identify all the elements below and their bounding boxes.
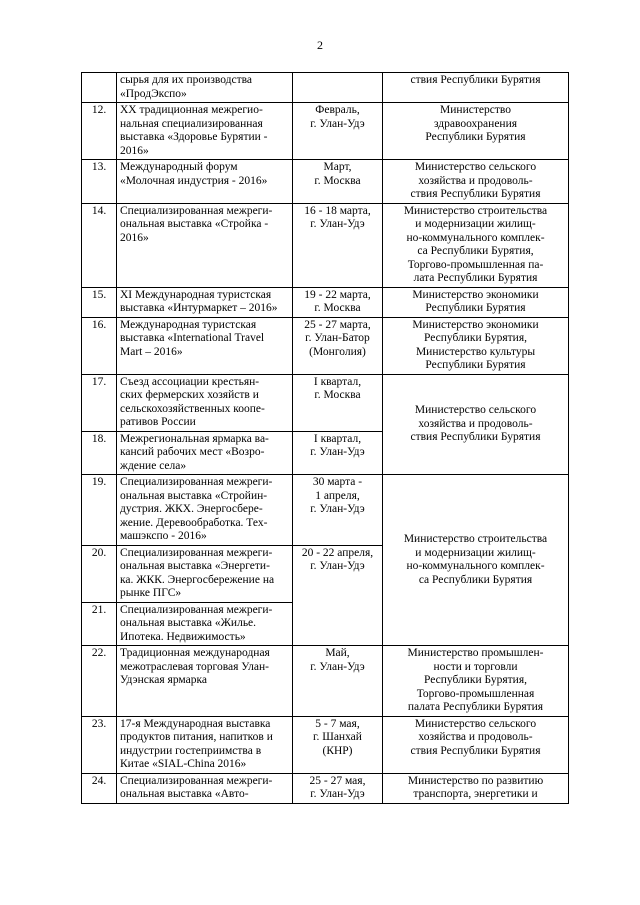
organizer-line: Министерство сельского: [414, 404, 537, 416]
event-name-line: ждение села»: [120, 459, 187, 472]
event-name-line: Международная туристская: [120, 318, 257, 331]
event-name-line: ских фермерских хозяйств и: [120, 389, 259, 401]
event-name: [117, 317, 293, 374]
organizer-line: Торгово-промышленная па-: [407, 258, 544, 271]
event-date-line: 16 - 18 марта,: [304, 204, 371, 217]
row-number: [82, 73, 117, 103]
event-name-line: машэкспо - 2016»: [120, 530, 207, 542]
table-row: [82, 103, 569, 160]
organizer: [383, 160, 569, 204]
event-name-line: Международный форум: [120, 161, 238, 173]
organizer-line: Министерство экономики: [412, 318, 539, 331]
row-number: 15.: [82, 287, 117, 317]
event-name-line: Китае «SIAL-China 2016»: [120, 758, 247, 770]
event-name-line: 17-я Международная выставка: [120, 717, 271, 730]
event-name-line: 2016»: [120, 144, 149, 157]
event-date-line: 30 марта -: [312, 476, 363, 488]
event-name-line: индустрии гостеприимства в: [120, 744, 262, 757]
event-name: [117, 103, 293, 160]
table-row: [82, 73, 569, 103]
event-name-line: Традиционная международная: [120, 647, 270, 659]
organizer-line: Министерство экономики: [412, 288, 539, 301]
event-name-line: Специализированная межреги-: [120, 204, 273, 217]
event-date-line: г. Москва: [314, 174, 361, 187]
event-name-line: ональная выставка «Стройин-: [120, 489, 268, 502]
row-number: 19.: [82, 475, 117, 546]
row-number: 13.: [82, 160, 117, 204]
event-name: [117, 287, 293, 317]
organizer-line: са Республики Бурятия: [418, 573, 533, 586]
event-name-line: выставка «Здоровье Бурятии -: [120, 131, 268, 143]
row-number: 16.: [82, 317, 117, 374]
event-date-line: I квартал,: [313, 432, 362, 445]
event-date: [293, 716, 383, 773]
event-name-line: дустрия. ЖКХ. Энергосбере-: [120, 503, 263, 515]
table-row: [82, 716, 569, 773]
organizer: [383, 73, 569, 103]
event-name-line: XX традиционная межрегио-: [120, 104, 263, 116]
event-date-line: 25 - 27 мая,: [309, 774, 366, 787]
event-date-line: 1 апреля,: [315, 489, 360, 502]
event-name-line: ональная выставка «Энергети-: [120, 560, 270, 572]
event-date-line: 5 - 7 мая,: [315, 717, 360, 730]
event-date-line: г. Москва: [314, 302, 361, 314]
organizer: [383, 374, 569, 475]
row-number: 14.: [82, 203, 117, 287]
event-date-line: (КНР): [322, 744, 353, 757]
event-name-line: рынке ПГС»: [120, 587, 182, 599]
event-date-line: Май,: [325, 647, 350, 659]
event-name-line: ональная выставка «Авто-: [120, 788, 249, 800]
event-name: [117, 773, 293, 803]
organizer-line: Министерство по развитию: [407, 774, 544, 787]
event-name-line: Специализированная межреги-: [120, 603, 273, 616]
organizer-line: Министерство: [440, 104, 511, 116]
event-name-line: Специализированная межреги-: [120, 476, 273, 488]
event-name: [117, 374, 293, 431]
event-date-line: г. Москва: [314, 389, 361, 401]
event-name-line: выставка «International Travel: [120, 332, 265, 344]
event-name-line: 2016»: [120, 231, 149, 244]
event-name: [117, 73, 293, 103]
table-row: [82, 160, 569, 204]
organizer-line: Республики Бурятия: [425, 302, 526, 314]
row-number: 18.: [82, 431, 117, 475]
event-name-line: Удэнская ярмарка: [120, 674, 207, 686]
table-row: [82, 374, 569, 431]
organizer-line: хозяйства и продоволь-: [418, 731, 533, 743]
organizer: [383, 317, 569, 374]
row-number: 24.: [82, 773, 117, 803]
event-date-line: г. Улан-Удэ: [310, 788, 365, 800]
table-row: [82, 475, 569, 546]
event-name-line: «ПродЭкспо»: [120, 87, 187, 100]
event-name: [117, 203, 293, 287]
event-name: [117, 475, 293, 546]
table-row: [82, 773, 569, 803]
event-date: [293, 374, 383, 431]
organizer: [383, 287, 569, 317]
event-name-line: Съезд ассоциации крестьян-: [120, 375, 260, 388]
organizer-line: Министерство строительства: [403, 533, 548, 545]
event-date: [293, 287, 383, 317]
organizer-line: Министерство сельского: [414, 161, 537, 173]
event-date: [293, 103, 383, 160]
event-name-line: «Молочная индустрия - 2016»: [120, 174, 268, 187]
page-number: 2: [317, 38, 323, 52]
organizer-line: ствия Республики Бурятия: [410, 431, 541, 443]
event-date-line: Февраль,: [315, 104, 360, 116]
organizer-line: са Республики Бурятия,: [417, 245, 534, 257]
event-name-line: выставка «Интурмаркет – 2016»: [120, 302, 278, 314]
event-name-line: Ипотека. Недвижимость»: [120, 630, 246, 643]
row-number: 12.: [82, 103, 117, 160]
event-date-line: г. Улан-Удэ: [310, 560, 365, 572]
organizer-line: здравоохранения: [433, 117, 518, 130]
table-row: [82, 287, 569, 317]
organizer-line: но-коммунального комплек-: [406, 560, 545, 572]
event-date: [293, 203, 383, 287]
event-name-line: кансий рабочих мест «Возро-: [120, 446, 265, 458]
event-date: [293, 475, 383, 546]
organizer: [383, 773, 569, 803]
event-name-line: продуктов питания, напитков и: [120, 731, 273, 743]
event-name-line: нальная специализированная: [120, 117, 263, 130]
event-name-line: Mart – 2016»: [120, 345, 183, 358]
organizer-line: хозяйства и продоволь-: [418, 417, 533, 430]
event-name-line: ональная выставка «Стройка -: [120, 218, 269, 230]
organizer-line: Министерство строительства: [403, 204, 548, 217]
event-date-line: I квартал,: [313, 375, 362, 388]
event-date-line: г. Улан-Удэ: [310, 117, 365, 130]
organizer-line: Республики Бурятия: [425, 359, 526, 371]
event-name: [117, 160, 293, 204]
organizer-line: Министерство промышлен-: [407, 647, 544, 659]
event-date: [293, 545, 383, 646]
event-name-line: жение. Деревообработка. Тех-: [120, 516, 268, 529]
event-name-line: Специализированная межреги-: [120, 774, 273, 787]
organizer-line: и модернизации жилищ-: [415, 546, 536, 559]
organizer-line: Республики Бурятия,: [423, 674, 528, 686]
organizer-line: ствия Республики Бурятия: [410, 74, 541, 86]
event-name: [117, 602, 293, 646]
organizer-line: транспорта, энергетики и: [413, 788, 538, 800]
event-date: [293, 317, 383, 374]
event-name-line: межотраслевая торговая Улан-: [120, 660, 269, 673]
event-date-line: Март,: [323, 161, 352, 173]
event-date-line: 20 - 22 апреля,: [301, 546, 374, 559]
event-date-line: г. Улан-Удэ: [310, 218, 365, 230]
row-number: 23.: [82, 716, 117, 773]
event-name-line: ративов России: [120, 416, 196, 428]
organizer-line: Республики Бурятия,: [423, 332, 528, 344]
event-date-line: г. Улан-Удэ: [310, 503, 365, 515]
table-row: [82, 203, 569, 287]
row-number: 21.: [82, 602, 117, 646]
event-name-line: ональная выставка «Жилье.: [120, 617, 257, 629]
event-date: [293, 160, 383, 204]
organizer-line: палата Республики Бурятия: [407, 701, 544, 713]
table-row: [82, 317, 569, 374]
organizer-line: но-коммунального комплек-: [406, 231, 545, 244]
event-date: [293, 73, 383, 103]
event-date-line: г. Шанхай: [313, 731, 362, 743]
event-date-line: 25 - 27 марта,: [304, 318, 371, 331]
organizer: [383, 475, 569, 646]
organizer-line: Министерство культуры: [415, 345, 536, 358]
event-name: [117, 716, 293, 773]
organizer-line: Министерство сельского: [414, 717, 537, 730]
row-number: 17.: [82, 374, 117, 431]
event-name-line: XI Международная туристская: [120, 288, 272, 301]
event-date: [293, 431, 383, 475]
event-name-line: ка. ЖКК. Энергосбережение на: [120, 573, 275, 586]
event-name-line: Межрегиональная ярмарка ва-: [120, 432, 269, 445]
organizer: [383, 646, 569, 717]
organizer-line: Республики Бурятия: [425, 131, 526, 143]
event-date-line: (Монголия): [309, 345, 366, 358]
organizer-line: лата Республики Бурятия: [413, 272, 538, 284]
organizer: [383, 716, 569, 773]
event-date-line: г. Улан-Батор: [305, 332, 370, 344]
events-table: [81, 72, 569, 804]
event-name: [117, 545, 293, 602]
organizer-line: хозяйства и продоволь-: [418, 174, 533, 187]
event-name: [117, 431, 293, 475]
organizer: [383, 103, 569, 160]
event-name-line: сельскохозяйственных коопе-: [120, 402, 265, 415]
event-date: [293, 773, 383, 803]
row-number: 22.: [82, 646, 117, 717]
event-date-line: 19 - 22 марта,: [304, 288, 371, 301]
event-name-line: сырья для их производства: [120, 74, 253, 86]
organizer-line: ствия Республики Бурятия: [410, 188, 541, 200]
event-name: [117, 646, 293, 717]
organizer: [383, 203, 569, 287]
organizer-line: и модернизации жилищ-: [415, 218, 536, 230]
event-date-line: г. Улан-Удэ: [310, 660, 365, 673]
row-number: 20.: [82, 545, 117, 602]
event-date-line: г. Улан-Удэ: [310, 446, 365, 458]
organizer-line: Торгово-промышленная: [416, 687, 535, 700]
table-row: [82, 646, 569, 717]
organizer-line: ствия Республики Бурятия: [410, 744, 541, 757]
organizer-line: ности и торговли: [433, 660, 518, 673]
event-date: [293, 646, 383, 717]
event-name-line: Специализированная межреги-: [120, 546, 273, 559]
